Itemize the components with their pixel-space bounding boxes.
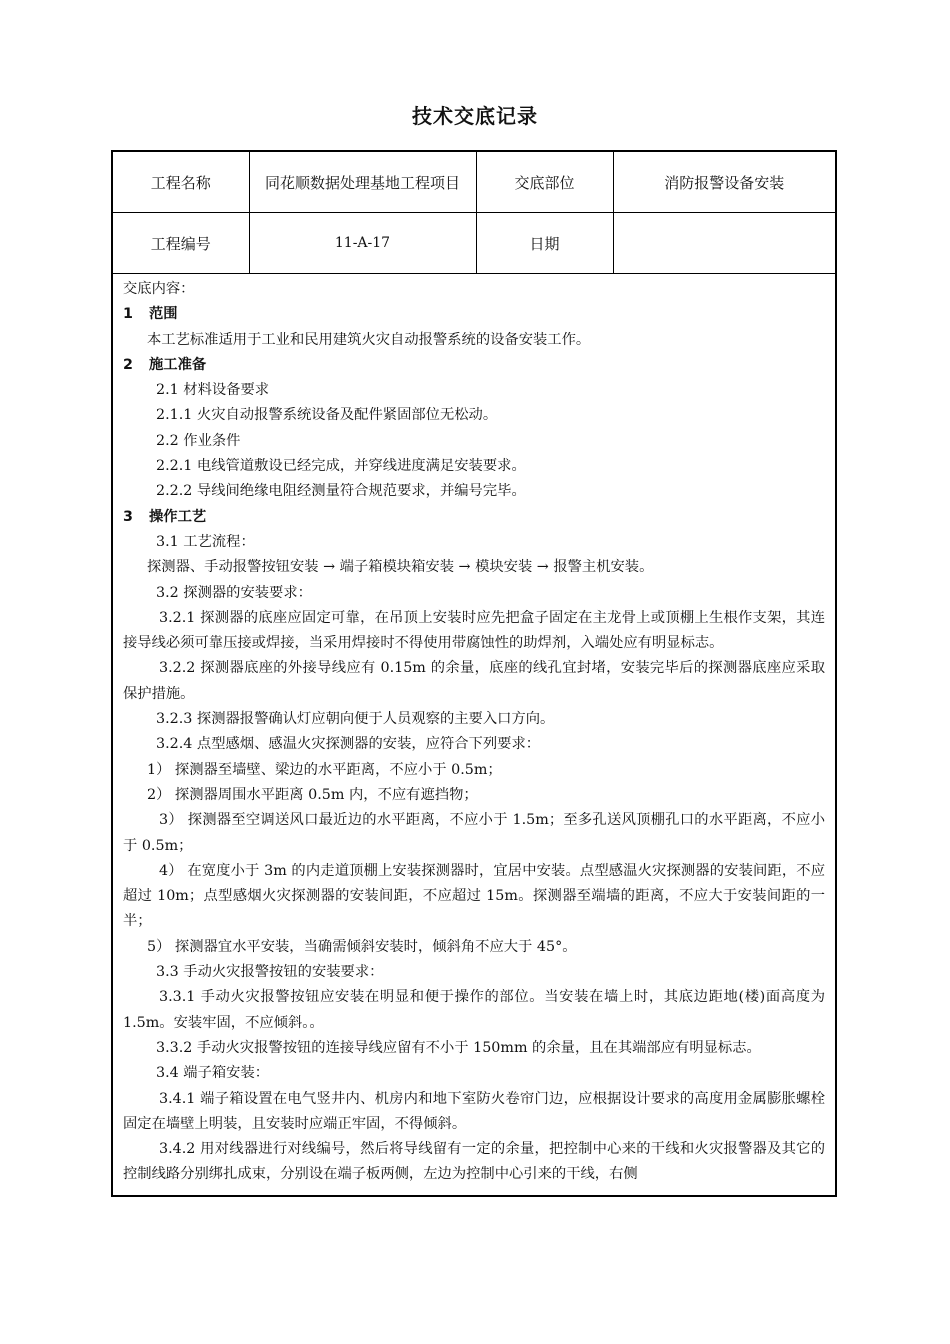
project-no-label: 工程编号 [113,213,249,274]
text-line: 本工艺标准适用于工业和民用建筑火灾自动报警系统的设备安装工作。 [147,331,591,348]
section-title: 范围 [149,306,178,323]
section-number: 3 [123,508,133,525]
record-table [111,150,837,1197]
paragraph: 3.3.1 手动火灾报警按钮应安装在明显和便于操作的部位。当安装在墙上时，其底边距地(楼)面高度为 1.5m。安装牢固，不应倾斜。。 [123,989,825,1031]
paragraph: 3.2.1 探测器的底座应固定可靠，在吊顶上安装时应先把盒子固定在主龙骨上或顶棚上生根作支架，其连接导线必须可靠压接或焊接，当采用焊接时不得使用带腐蚀性的助焊剂，入端处应有明显标志。 [123,609,825,652]
document-title: 技术交底记录 [412,104,538,128]
section-heading-1 [123,302,825,327]
location-value: 消防报警设备安装 [613,152,835,213]
section-title: 施工准备 [149,356,207,373]
section-heading-2 [123,353,825,378]
text-line: 3.1 工艺流程： [156,533,255,550]
section-heading-3 [123,505,825,530]
location-label: 交底部位 [476,152,613,213]
text-line: 2.2.1 电线管道敷设已经完成，并穿线进度满足安装要求。 [156,458,526,475]
paragraph: 3.2.2 探测器底座的外接导线应有 0.15m 的余量，底座的线孔宜封堵，安装完毕后的探测器底座应采取保护措施。 [123,660,825,702]
text-line: 3.2 探测器的安装要求： [156,584,312,601]
list-item: 5） 探测器宜水平安装，当确需倾斜安装时，倾斜角不应大于 45°。 [147,938,577,955]
text-line: 3.4 端子箱安装： [156,1065,270,1082]
text-line: 3.2.4 点型感烟、感温火灾探测器的安装，应符合下列要求： [156,736,541,753]
header-table [113,152,835,274]
header-row-2 [113,213,835,274]
project-no-value: 11-A-17 [249,213,476,274]
text-line: 2.2 作业条件 [156,432,241,449]
text-line: 2.2.2 导线间绝缘电阻经测量符合规范要求，并编号完毕。 [156,483,526,500]
text-line: 2.1 材料设备要求 [156,382,270,399]
header-row-1 [113,152,835,213]
date-label: 日期 [476,213,613,274]
process-flow: 探测器、手动报警按钮安装 → 端子箱模块箱安装 → 模块安装 → 报警主机安装。 [147,559,654,576]
section-number: 2 [123,356,133,373]
date-value [613,213,835,274]
project-name-value: 同花顺数据处理基地工程项目 [249,152,476,213]
paragraph: 3.4.2 用对线器进行对线编号，然后将导线留有一定的余量，把控制中心来的干线和火灾报警器及其它的控制线路分别绑扎成束，分别设在端子板两侧，左边为控制中心引来的干线，右侧 [123,1141,825,1183]
project-name-label: 工程名称 [113,152,249,213]
list-item: 4） 在宽度小于 3m 的内走道顶棚上安装探测器时，宜居中安装。点型感温火灾探测器的安装间距，不应超过 10m；点型感烟火灾探测器的安装间距，不应超过 15m。探测器至端墙的距离，不应大于安装间距的一半； [123,862,825,930]
section-title: 操作工艺 [149,508,207,525]
text-line: 3.2.3 探测器报警确认灯应朝向便于人员观察的主要入口方向。 [156,711,555,728]
list-item: 3） 探测器至空调送风口最近边的水平距离，不应小于 1.5m；至多孔送风顶棚孔口的水平距离，不应小于 0.5m； [123,812,825,854]
list-item: 1） 探测器至墙壁、梁边的水平距离，不应小于 0.5m； [147,761,502,778]
section-number: 1 [123,306,133,323]
text-line: 3.3 手动火灾报警按钮的安装要求： [156,964,384,981]
text-line: 3.3.2 手动火灾报警按钮的连接导线应留有不小于 150mm 的余量，且在其端部应有明显标志。 [156,1039,761,1056]
list-item: 2） 探测器周围水平距离 0.5m 内，不应有遮挡物； [147,786,478,803]
disclosure-content [113,274,835,1188]
paragraph: 3.4.1 端子箱设置在电气竖井内、机房内和地下室防火卷帘门边，应根据设计要求的高度用金属膨胀螺栓固定在墙壁上明装，且安装时应端正牢固，不得倾斜。 [123,1090,825,1132]
content-intro: 交底内容： [123,281,195,297]
text-line: 2.1.1 火灾自动报警系统设备及配件紧固部位无松动。 [156,407,498,424]
